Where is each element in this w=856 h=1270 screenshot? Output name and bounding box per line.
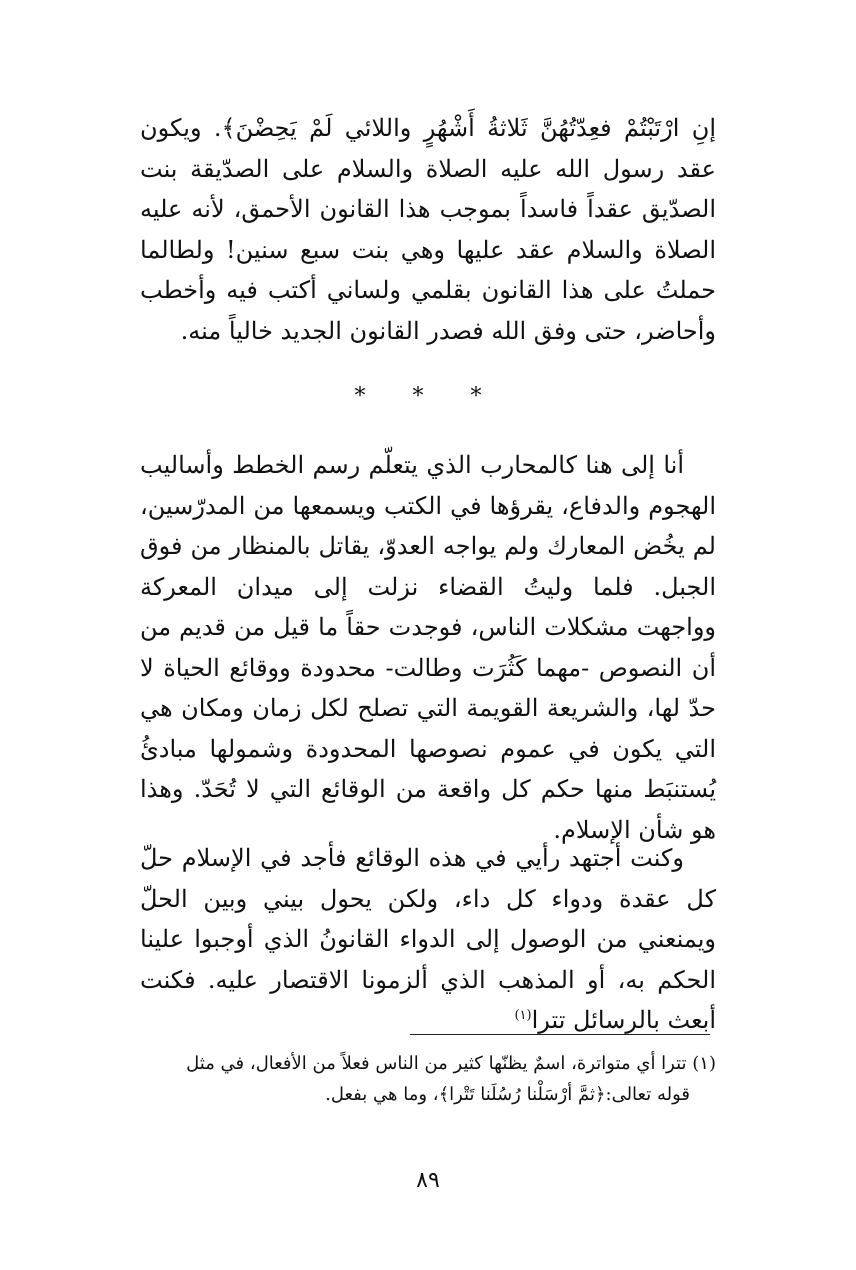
section-separator: * * * (354, 384, 502, 409)
page-number: ٨٩ (416, 1168, 440, 1193)
paragraph-3 (140, 838, 716, 1041)
footnote-divider (410, 1034, 710, 1035)
paragraph-2: أنا إلى هنا كالمحارب الذي يتعلّم رسم الخطط وأساليب الهجوم والدفاع، يقرؤها في الكتب ويسمعها من المدرّسين، لم يخُض المعارك ولم يواجه العدوّ، يقاتل بالمنظار من فوق الجبل. فلما وليتُ القضاء نزلت إلى ميدان المعركة وواجهت مشكلات الناس، فوجدت حقاً ما قيل من قديم من أن النصوص -مهما كَثُرَت وطالت- محدودة ووقائع الحياة لا حدّ لها، والشريعة القويمة التي تصلح لكل زمان ومكان هي التي يكون في عموم نصوصها المحدودة وشمولها مبادئُ يُستنبَط منها حكم كل واقعة من الوقائع التي لا تُحَدّ. وهذا هو شأن الإسلام. (140, 451, 716, 844)
paragraph-3-text: وكنت أجتهد رأيي في هذه الوقائع فأجد في الإسلام حلّ كل عقدة ودواء كل داء، ولكن يحول بيني وبين الحلّ ويمنعني من الوصول إلى الدواء القانونُ الذي أوجبوا علينا الحكم به، أو المذهب الذي ألزمونا الاقتصار عليه. فكنت أبعث بالرسائل تترا (140, 844, 716, 1034)
footnote-reference: (١) (514, 1008, 532, 1023)
footnote-line-1: (١) تترا أي متواترة، اسمٌ يظنّها كثير من الناس فعلاً من الأفعال، في مثل (186, 1053, 716, 1074)
footnote (140, 1048, 716, 1110)
footnote-line-2: قوله تعالى:﴿ثمَّ أرْسَلْنا رُسُلَنا تَتْرا﴾، وما هي بفعل. (325, 1084, 690, 1105)
paragraph-1: إنِ ارْتَبْتُمْ فعِدّتُهُنَّ ثَلاثةُ أَشْهُرٍ واللائي لَمْ يَحِضْنَ﴾. ويكون عقد رسول الله عليه الصلاة والسلام على الصدّيقة بنت الصدّيق عقداً فاسداً بموجب هذا القانون الأحمق، لأنه عليه الصلاة والسلام عقد عليها وهي بنت سبع سنين! ولطالما حملتُ على هذا القانون بقلمي ولساني أكتب فيه وأخطب وأحاضر، حتى وفق الله فصدر القانون الجديد خالياً منه. (140, 114, 716, 345)
